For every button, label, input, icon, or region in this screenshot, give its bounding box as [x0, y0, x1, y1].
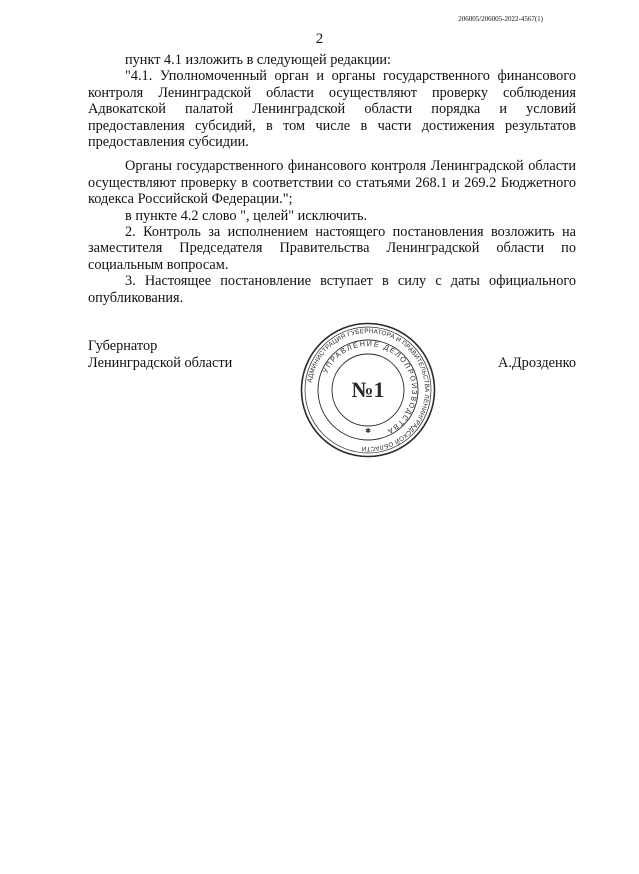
- document-id: 206005/206005-2022-4567(1): [458, 15, 543, 23]
- paragraph-4-2: в пункте 4.2 слово ", целей" исключить.: [125, 207, 368, 224]
- paragraph-item-2: 2. Контроль за исполнением настоящего постановления возложить на заместителя Председателя Правительства Ленинградской области по социальным вопросам.: [88, 224, 576, 273]
- seal-star-icon: ✱: [365, 427, 371, 435]
- signatory-position: [88, 338, 232, 372]
- signatory-region: Ленинградской области: [88, 355, 233, 371]
- document-body: [88, 52, 576, 306]
- paragraph-intro: пункт 4.1 изложить в следующей редакции:: [125, 52, 392, 68]
- signatory-title: Губернатор: [88, 338, 158, 354]
- paragraph-4-1: "4.1. Уполномоченный орган и органы государственного финансового контроля Ленинградской области осуществляют проверку соблюдения Адвокатской палатой Ленинградской области порядка и условий предоставления субсидий, в том числе в части достижения результатов предоставления субсидии.: [88, 68, 576, 151]
- page-number: 2: [315, 31, 324, 47]
- seal-center-number: №1: [351, 377, 385, 402]
- official-seal-stamp: [299, 321, 437, 459]
- paragraph-control-bodies: Органы государственного финансового контроля Ленинградской области осуществляют проверку в соответствии со статьями 268.1 и 269.2 Бюджетного кодекса Российской Федерации.";: [88, 158, 576, 208]
- seal-inner-text: УПРАВЛЕНИЕ ДЕЛОПРОИЗВОДСТВА: [320, 338, 420, 437]
- paragraph-item-3: 3. Настоящее постановление вступает в силу с даты официального опубликования.: [88, 273, 576, 306]
- signatory-name: А.Дрозденко: [498, 355, 576, 371]
- seal-outer-text: АДМИНИСТРАЦИЯ ГУБЕРНАТОРА И ПРАВИТЕЛЬСТВА ЛЕНИНГРАДСКОЙ ОБЛАСТИ: [306, 327, 431, 453]
